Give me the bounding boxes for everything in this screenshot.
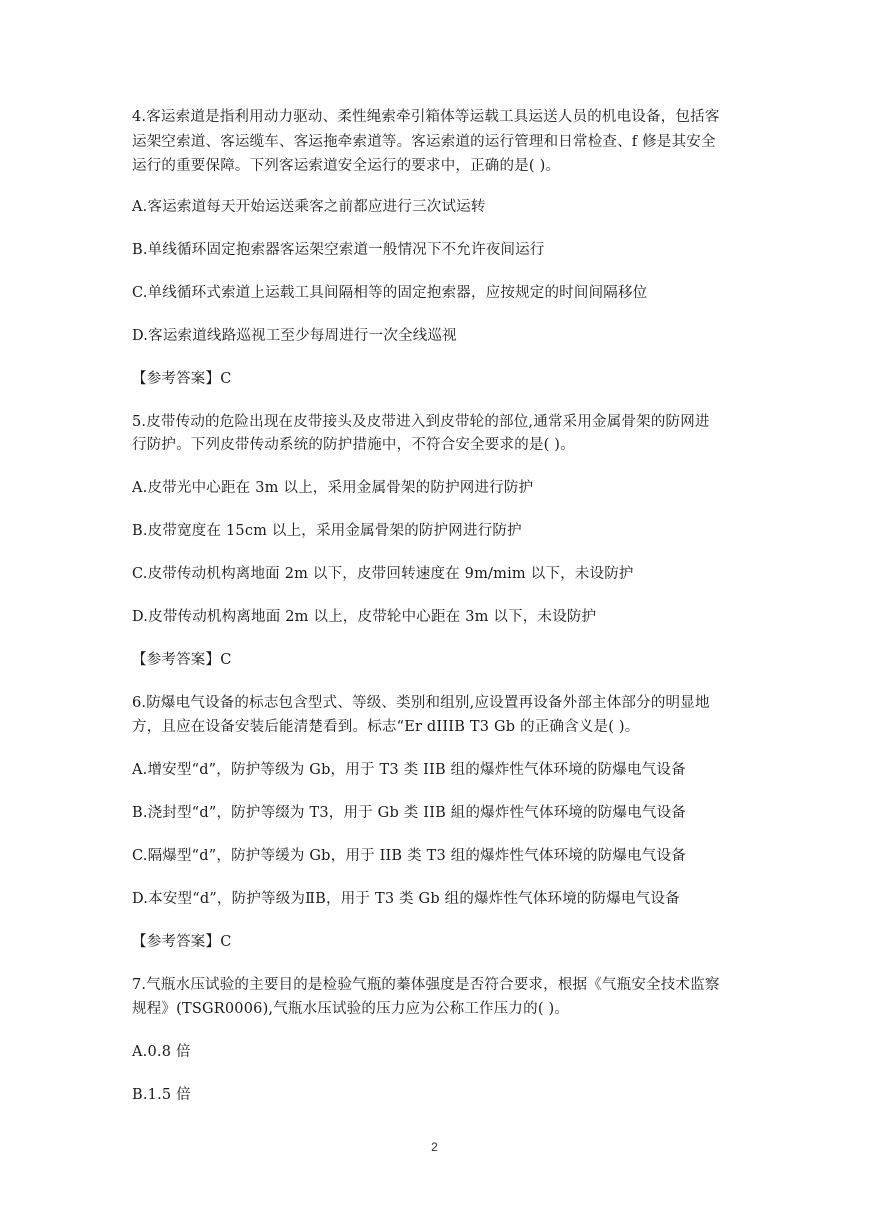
q6-option-b: B.浇封型“d”，防护等缀为 T3，用于 Gb 类 IIB 組的爆炸性气体环境的防爆电气设备 — [132, 805, 686, 821]
page-number: 2 — [431, 1140, 438, 1154]
q4-option-d: D.客运索道线路巡视工至少每周进行一次全线巡视 — [132, 328, 457, 344]
q7-option-a: A.0.8 倍 — [132, 1044, 191, 1060]
q4-stem-line-1: 4.客运索道是指利用动力驱动、柔性绳索牵引箱体等运载工具运送人员的机电设备，包括客 — [132, 109, 720, 125]
q5-option-a: A.皮带光中心距在 3m 以上，采用金属骨架的防护网进行防护 — [132, 480, 534, 496]
q4-stem-line-3: 运行的重要保障。下列客运索道安全运行的要求中，正确的是( )。 — [132, 158, 561, 174]
q5-option-c: C.皮带传动机构离地面 2m 以下，皮带回转速度在 9m/mim 以下，未设防护 — [132, 566, 634, 582]
q5-answer: 【参考答案】C — [132, 652, 232, 668]
q4-option-a: A.客运索道每天开始运送乘客之前都应进行三次试运转 — [132, 199, 486, 215]
q7-stem-line-1: 7.气瓶水压试验的主要目的是检验气瓶的蓁体强度是否符合要求，根据《气瓶安全技术监察 — [132, 977, 720, 993]
q6-answer: 【参考答案】C — [132, 934, 232, 950]
q4-answer: 【参考答案】C — [132, 371, 232, 387]
q4-option-c: C.单线循环式索道上运载工具间隔相等的固定抱索器，应按规定的时间间隔移位 — [132, 285, 648, 301]
q6-stem-line-1: 6.防爆电气设备的标志包含型式、等级、类别和组别,应设置再设备外部主体部分的明显地 — [132, 695, 710, 711]
q7-option-b: B.1.5 倍 — [132, 1087, 191, 1103]
q4-option-b: B.单线循环固定抱索器客运架空索道一般情况下不允许夜间运行 — [132, 242, 545, 258]
q4-stem-line-2: 运架空索道、客运缆车、客运拖牵索道等。客运索道的运行管理和日常检查、f 修是其安全 — [132, 134, 716, 150]
q6-stem-line-2: 方，且应在设备安装后能清楚看到。标志“Er dIIIB T3 Gb 的正确含义是( )。 — [132, 719, 640, 735]
q5-stem-line-1: 5.皮带传动的危险出现在皮带接头及皮带进入到皮带轮的部位,通常采用金属骨架的防网进 — [132, 414, 710, 430]
q6-option-c: C.隔爆型“d”，防护等缓为 Gb，用于 IIB 类 T3 组的爆炸性气体环境的防爆电气设备 — [132, 848, 686, 864]
q5-option-b: B.皮带宽度在 15cm 以上，采用金属骨架的防护网进行防护 — [132, 523, 522, 539]
q6-option-a: A.增安型“d”，防护等级为 Gb，用于 T3 类 IIB 组的爆炸性气体环境的防爆电气设备 — [132, 762, 686, 778]
q6-option-d: D.本安型“d”，防护等级为ⅡB，用于 T3 类 Gb 组的爆炸性气体环境的防爆电气设备 — [132, 891, 680, 907]
q7-stem-line-2: 规程》(TSGR0006),气瓶水压试验的压力应为公称工作压力的( )。 — [132, 1001, 570, 1017]
q5-stem-line-2: 行防护。下列皮带传动系统的防护措施中，不符合安全要求的是( )。 — [132, 437, 575, 453]
q5-option-d: D.皮带传动机构离地面 2m 以上，皮带轮中心距在 3m 以下，未设防护 — [132, 609, 597, 625]
